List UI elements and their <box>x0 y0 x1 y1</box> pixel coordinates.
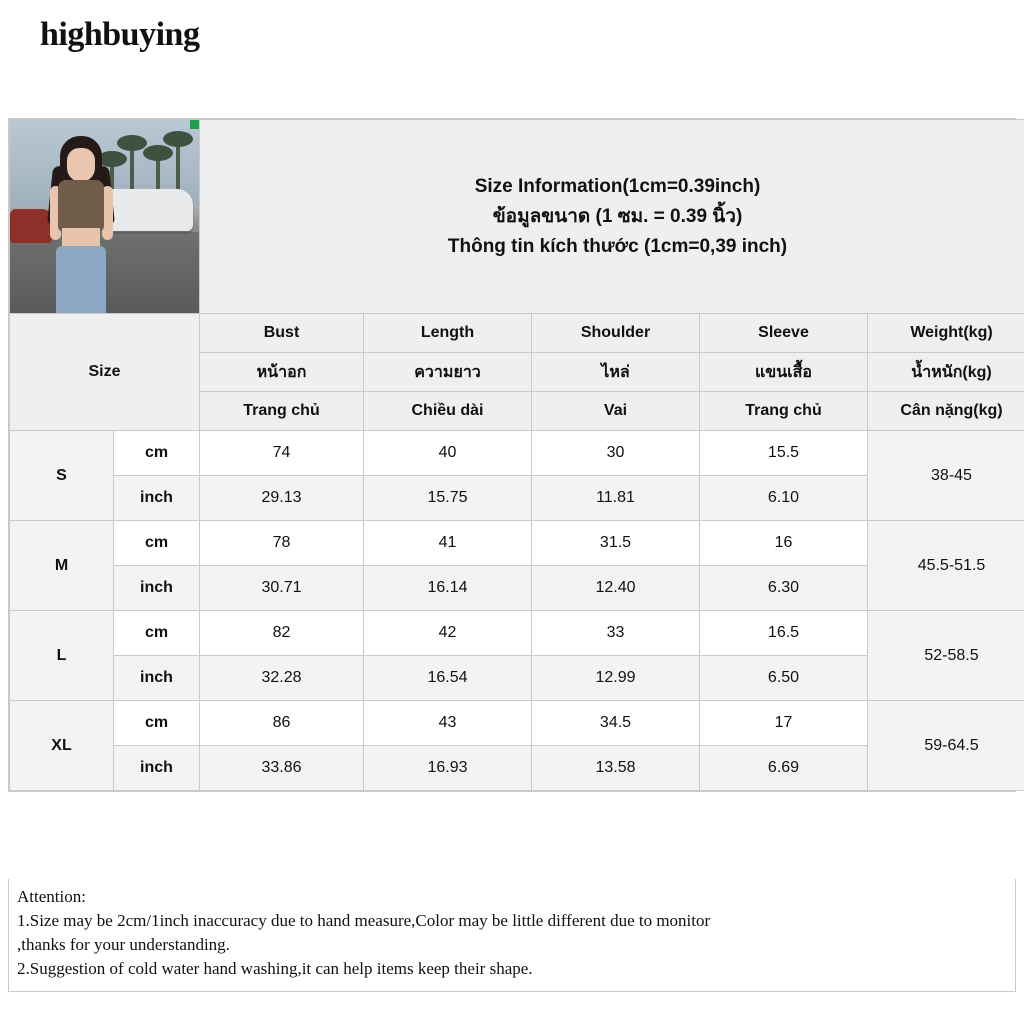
cell-sleeve-cm: 16 <box>700 521 868 566</box>
column-header-row-en <box>10 314 1024 353</box>
cell-length-cm: 42 <box>364 611 532 656</box>
cell-weight: 52-58.5 <box>868 611 1024 701</box>
row-size-name: L <box>10 611 114 701</box>
col-head-bust-vi: Trang chủ <box>200 392 364 431</box>
cell-shoulder-cm: 30 <box>532 431 700 476</box>
cell-bust-cm: 74 <box>200 431 364 476</box>
title-line-th: ข้อมูลขนาด (1 ซม. = 0.39 นิ้ว) <box>492 205 743 227</box>
cell-sleeve-inch: 6.10 <box>700 476 868 521</box>
col-head-sleeve-th: แขนเสื้อ <box>700 353 868 392</box>
cell-bust-inch: 30.71 <box>200 566 364 611</box>
col-head-shoulder-en: Shoulder <box>532 314 700 353</box>
cell-shoulder-inch: 13.58 <box>532 746 700 791</box>
header-row-title <box>10 120 1024 314</box>
row-unit-inch: inch <box>114 476 200 521</box>
cell-bust-cm: 82 <box>200 611 364 656</box>
row-unit-cm: cm <box>114 521 200 566</box>
attention-line-2: ,thanks for your understanding. <box>17 935 230 954</box>
product-photo-cell <box>10 120 200 314</box>
cell-bust-inch: 33.86 <box>200 746 364 791</box>
col-head-weight-en: Weight(kg) <box>868 314 1024 353</box>
col-head-length-th: ความยาว <box>364 353 532 392</box>
cell-length-inch: 16.14 <box>364 566 532 611</box>
col-head-length-en: Length <box>364 314 532 353</box>
row-unit-inch: inch <box>114 746 200 791</box>
cell-shoulder-inch: 11.81 <box>532 476 700 521</box>
col-head-sleeve-en: Sleeve <box>700 314 868 353</box>
cell-sleeve-inch: 6.50 <box>700 656 868 701</box>
row-size-name: S <box>10 431 114 521</box>
green-marker-icon <box>190 120 199 129</box>
cell-length-inch: 16.54 <box>364 656 532 701</box>
row-unit-cm: cm <box>114 701 200 746</box>
table-row <box>10 431 1024 476</box>
cell-shoulder-cm: 31.5 <box>532 521 700 566</box>
col-head-shoulder-th: ไหล่ <box>532 353 700 392</box>
cell-length-cm: 40 <box>364 431 532 476</box>
attention-line-3: 2.Suggestion of cold water hand washing,it can help items keep their shape. <box>17 959 533 978</box>
cell-length-cm: 43 <box>364 701 532 746</box>
cell-bust-inch: 29.13 <box>200 476 364 521</box>
cell-sleeve-inch: 6.69 <box>700 746 868 791</box>
cell-bust-cm: 86 <box>200 701 364 746</box>
cell-weight: 59-64.5 <box>868 701 1024 791</box>
col-head-sleeve-vi: Trang chủ <box>700 392 868 431</box>
cell-weight: 38-45 <box>868 431 1024 521</box>
table-row <box>10 521 1024 566</box>
row-unit-inch: inch <box>114 566 200 611</box>
cell-length-cm: 41 <box>364 521 532 566</box>
cell-sleeve-inch: 6.30 <box>700 566 868 611</box>
row-size-name: XL <box>10 701 114 791</box>
photo-model <box>44 136 118 313</box>
col-head-length-vi: Chiều dài <box>364 392 532 431</box>
cell-weight: 45.5-51.5 <box>868 521 1024 611</box>
table-row <box>10 611 1024 656</box>
product-photo <box>10 120 199 313</box>
attention-line-1: 1.Size may be 2cm/1inch inaccuracy due to hand measure,Color may be little different due to monitor <box>17 911 711 930</box>
cell-shoulder-inch: 12.99 <box>532 656 700 701</box>
cell-sleeve-cm: 17 <box>700 701 868 746</box>
cell-sleeve-cm: 15.5 <box>700 431 868 476</box>
col-head-shoulder-vi: Vai <box>532 392 700 431</box>
table-row <box>10 701 1024 746</box>
size-chart-sheet <box>8 118 1016 792</box>
attention-heading: Attention: <box>17 887 86 906</box>
col-head-bust-th: หน้าอก <box>200 353 364 392</box>
row-unit-inch: inch <box>114 656 200 701</box>
cell-length-inch: 16.93 <box>364 746 532 791</box>
cell-shoulder-cm: 33 <box>532 611 700 656</box>
col-head-bust-en: Bust <box>200 314 364 353</box>
title-line-en: Size Information(1cm=0.39inch) <box>474 175 761 197</box>
row-size-name: M <box>10 521 114 611</box>
cell-sleeve-cm: 16.5 <box>700 611 868 656</box>
cell-length-inch: 15.75 <box>364 476 532 521</box>
title-cell <box>200 120 1024 314</box>
cell-bust-cm: 78 <box>200 521 364 566</box>
title-line-vi: Thông tin kích thước (1cm=0,39 inch) <box>447 235 788 257</box>
cell-shoulder-cm: 34.5 <box>532 701 700 746</box>
row-unit-cm: cm <box>114 611 200 656</box>
size-table <box>9 119 1024 791</box>
col-head-weight-vi: Cân nặng(kg) <box>868 392 1024 431</box>
cell-bust-inch: 32.28 <box>200 656 364 701</box>
col-head-weight-th: น้ำหนัก(kg) <box>868 353 1024 392</box>
brand-logo: highbuying <box>40 16 200 53</box>
cell-shoulder-inch: 12.40 <box>532 566 700 611</box>
row-unit-cm: cm <box>114 431 200 476</box>
size-word-cell: Size <box>10 314 200 431</box>
attention-note <box>8 879 1016 992</box>
